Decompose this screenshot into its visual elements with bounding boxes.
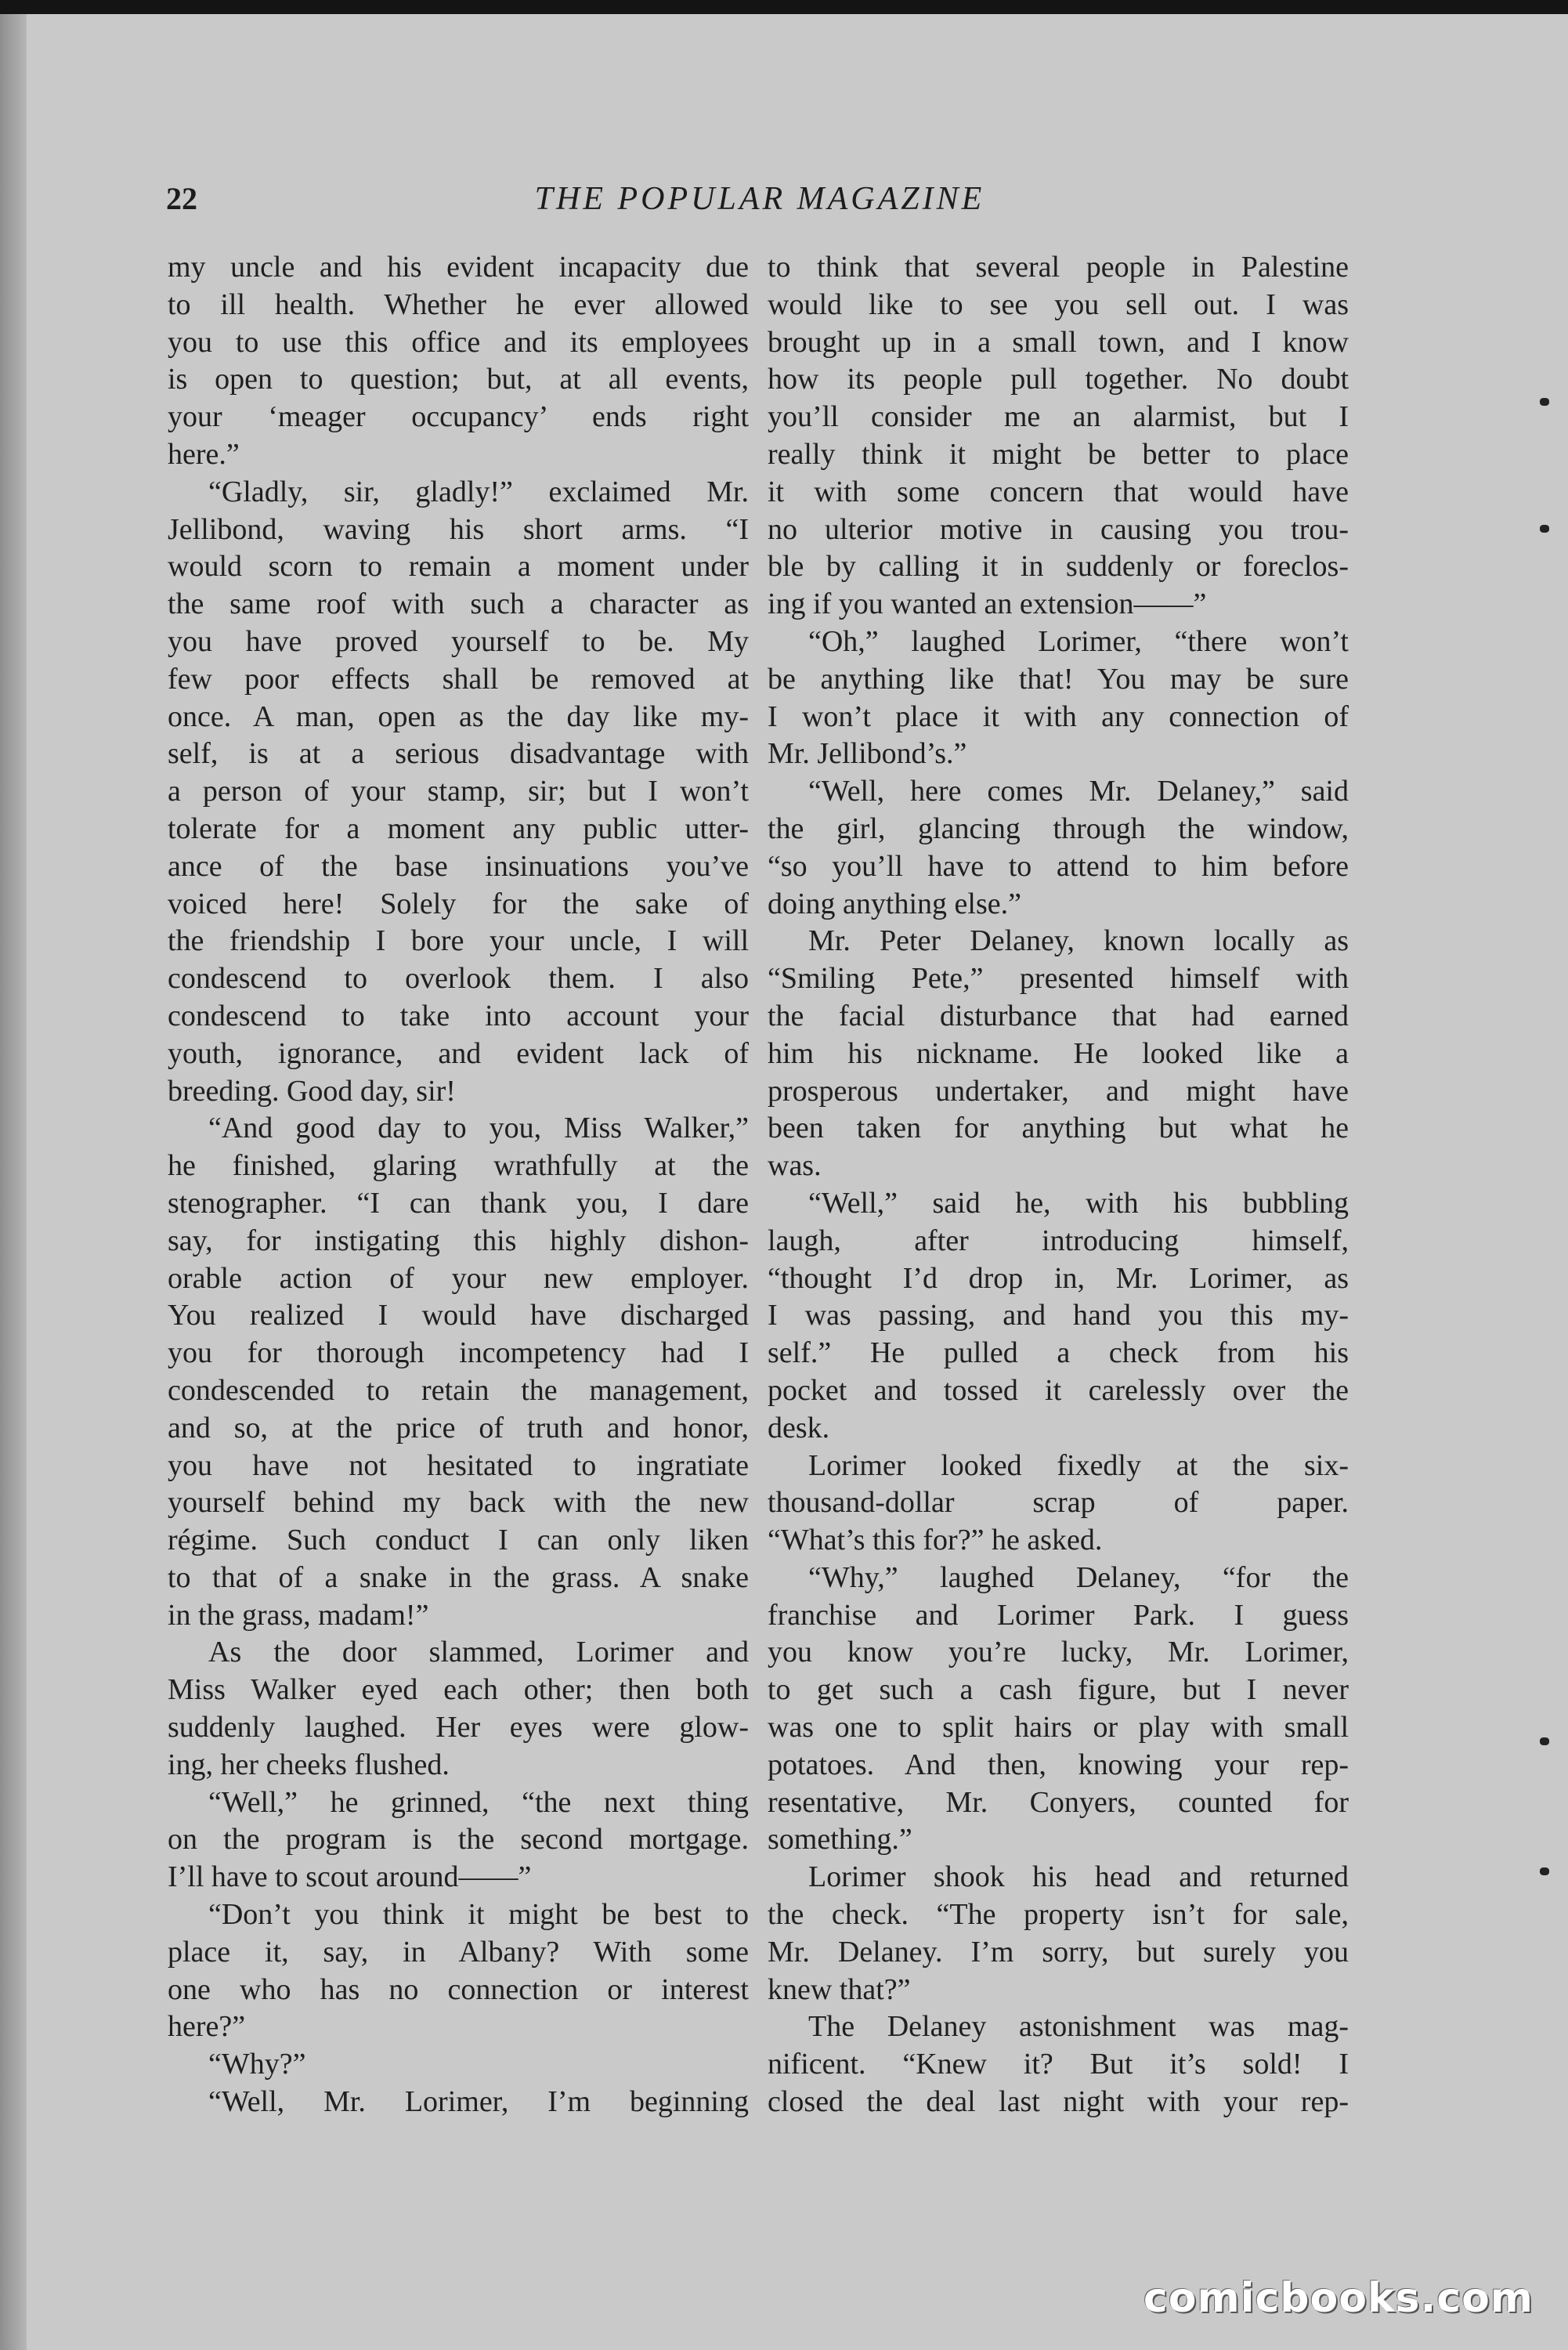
text-line: been taken for anything but what he	[768, 1112, 1349, 1145]
text-line: As the door slammed, Lorimer and	[208, 1636, 749, 1669]
text-line: laugh, after introducing himself,	[768, 1224, 1349, 1257]
text-line: “Oh,” laughed Lorimer, “there won’t	[808, 624, 1349, 658]
page-top-edge	[0, 0, 1568, 16]
text-line: régime. Such conduct I can only liken	[168, 1524, 749, 1557]
text-line: knew that?”	[768, 1972, 911, 2006]
punch-mark	[1540, 1867, 1549, 1875]
text-line: ing if you wanted an extension——”	[768, 588, 1207, 621]
text-line: is open to question; but, at all events,	[168, 363, 749, 396]
text-line: the same roof with such a character as	[168, 588, 749, 621]
text-line: once. A man, open as the day like my-	[168, 700, 749, 733]
text-line: “And good day to you, Miss Walker,”	[208, 1112, 749, 1145]
text-line: no ulterior motive in causing you trou-	[768, 512, 1349, 546]
text-line: here?”	[168, 2010, 246, 2044]
text-line: orable action of your new employer.	[168, 1261, 749, 1295]
text-line: you have proved yourself to be. My	[168, 624, 749, 658]
text-line: to think that several people in Palestine	[768, 251, 1349, 284]
text-line: you to use this office and its employees	[168, 325, 749, 359]
page-left-edge	[0, 14, 27, 2350]
text-line: yourself behind my back with the new	[168, 1486, 749, 1520]
site-watermark	[1143, 2272, 1543, 2326]
text-line: Mr. Peter Delaney, known locally as	[808, 924, 1349, 958]
text-line: tolerate for a moment any public utter-	[168, 812, 749, 845]
text-line: franchise and Lorimer Park. I guess	[768, 1598, 1349, 1632]
text-line: The Delaney astonishment was mag-	[808, 2010, 1349, 2044]
text-line: condescend to take into account your	[168, 999, 749, 1032]
text-line: you know you’re lucky, Mr. Lorimer,	[768, 1636, 1349, 1669]
text-column-left	[168, 249, 749, 2121]
text-line: few poor effects shall be removed at	[168, 662, 749, 696]
text-line: “Gladly, sir, gladly!” exclaimed Mr.	[208, 475, 749, 508]
page-number: 22	[166, 181, 197, 216]
text-line: ble by calling it in suddenly or foreclos-	[768, 550, 1349, 584]
text-line: “Well,” said he, with his bubbling	[808, 1186, 1349, 1220]
text-line: brought up in a small town, and I know	[768, 325, 1349, 359]
text-line: prosperous undertaker, and might have	[768, 1074, 1349, 1108]
text-line: “Smiling Pete,” presented himself with	[768, 962, 1349, 996]
text-line: potatoes. And then, knowing your rep-	[768, 1748, 1349, 1781]
text-line: you for thorough incompetency had I	[168, 1336, 749, 1370]
text-line: your ‘meager occupancy’ ends right	[168, 400, 749, 434]
text-line: nificent. “Knew it? But it’s sold! I	[768, 2048, 1349, 2081]
punch-mark	[1540, 398, 1549, 406]
text-line: on the program is the second mortgage.	[168, 1823, 749, 1856]
text-line: Jellibond, waving his short arms. “I	[168, 512, 749, 546]
text-line: Lorimer looked fixedly at the six-	[808, 1448, 1349, 1482]
text-line: “Well, here comes Mr. Delaney,” said	[808, 775, 1349, 808]
text-line: “Why,” laughed Delaney, “for the	[808, 1560, 1349, 1594]
text-line: and so, at the price of truth and honor,	[168, 1411, 749, 1444]
punch-mark	[1540, 525, 1549, 533]
text-line: something.”	[768, 1823, 912, 1856]
text-line: “Well,” he grinned, “the next thing	[208, 1785, 749, 1819]
text-line: thousand-dollar scrap of paper.	[768, 1486, 1349, 1520]
text-line: self, is at a serious disadvantage with	[168, 737, 749, 771]
text-line: breeding. Good day, sir!	[168, 1074, 456, 1108]
text-line: I won’t place it with any connection of	[768, 700, 1349, 733]
text-line: in the grass, madam!”	[168, 1598, 429, 1632]
text-line: the friendship I bore your uncle, I will	[168, 924, 749, 958]
text-line: Lorimer shook his head and returned	[808, 1860, 1349, 1894]
text-line: my uncle and his evident incapacity due	[168, 251, 749, 284]
text-line: condescended to retain the management,	[168, 1373, 749, 1407]
text-line: the check. “The property isn’t for sale,	[768, 1898, 1349, 1932]
text-line: it with some concern that would have	[768, 475, 1349, 508]
text-line: one who has no connection or interest	[168, 1972, 749, 2006]
text-line: was.	[768, 1149, 822, 1183]
text-line: say, for instigating this highly dishon-	[168, 1224, 749, 1257]
text-line: you’ll consider me an alarmist, but I	[768, 400, 1349, 434]
text-line: suddenly laughed. Her eyes were glow-	[168, 1711, 749, 1744]
watermark-text: comicbooks.com	[1143, 2275, 1534, 2322]
text-line: how its people pull together. No doubt	[768, 363, 1349, 396]
text-line: Miss Walker eyed each other; then both	[168, 1673, 749, 1707]
text-line: place it, say, in Albany? With some	[168, 1935, 749, 1969]
text-line: resentative, Mr. Conyers, counted for	[768, 1785, 1349, 1819]
text-line: to that of a snake in the grass. A snake	[168, 1560, 749, 1594]
text-line: be anything like that! You may be sure	[768, 662, 1349, 696]
text-line: I was passing, and hand you this my-	[768, 1299, 1349, 1332]
running-header	[166, 180, 1353, 227]
text-line: “Why?”	[208, 2048, 306, 2081]
punch-mark	[1540, 1737, 1549, 1745]
text-line: was one to split hairs or play with small	[768, 1711, 1349, 1744]
text-line: here.”	[168, 437, 240, 471]
text-line: ing, her cheeks flushed.	[168, 1748, 450, 1781]
text-line: “What’s this for?” he asked.	[768, 1524, 1103, 1557]
text-line: to get such a cash figure, but I never	[768, 1673, 1349, 1707]
text-line: you have not hesitated to ingratiate	[168, 1448, 749, 1482]
text-line: I’ll have to scout around——”	[168, 1860, 532, 1894]
text-line: “thought I’d drop in, Mr. Lorimer, as	[768, 1261, 1349, 1295]
text-line: would scorn to remain a moment under	[168, 550, 749, 584]
text-line: doing anything else.”	[768, 887, 1021, 920]
text-line: desk.	[768, 1411, 830, 1444]
text-line: You realized I would have discharged	[168, 1299, 749, 1332]
text-line: closed the deal last night with your rep-	[768, 2085, 1349, 2119]
text-line: would like to see you sell out. I was	[768, 287, 1349, 321]
text-line: the girl, glancing through the window,	[768, 812, 1349, 845]
text-line: he finished, glaring wrathfully at the	[168, 1149, 749, 1183]
text-line: “Don’t you think it might be best to	[208, 1898, 749, 1932]
text-line: Mr. Jellibond’s.”	[768, 737, 967, 771]
text-column-right	[768, 249, 1349, 2121]
text-line: a person of your stamp, sir; but I won’t	[168, 775, 749, 808]
text-line: voiced here! Solely for the sake of	[168, 887, 749, 920]
text-line: youth, ignorance, and evident lack of	[168, 1036, 749, 1070]
text-line: condescend to overlook them. I also	[168, 962, 749, 996]
text-line: stenographer. “I can thank you, I dare	[168, 1186, 749, 1220]
text-line: the facial disturbance that had earned	[768, 999, 1349, 1032]
text-line: self.” He pulled a check from his	[768, 1336, 1349, 1370]
text-line: him his nickname. He looked like a	[768, 1036, 1349, 1070]
text-line: Mr. Delaney. I’m sorry, but surely you	[768, 1935, 1349, 1969]
text-line: pocket and tossed it carelessly over the	[768, 1373, 1349, 1407]
text-line: “so you’ll have to attend to him before	[768, 849, 1349, 883]
text-line: to ill health. Whether he ever allowed	[168, 287, 749, 321]
text-line: really think it might be better to place	[768, 437, 1349, 471]
text-line: “Well, Mr. Lorimer, I’m beginning	[208, 2085, 749, 2119]
magazine-title: THE POPULAR MAGAZINE	[534, 181, 985, 217]
text-line: ance of the base insinuations you’ve	[168, 849, 749, 883]
